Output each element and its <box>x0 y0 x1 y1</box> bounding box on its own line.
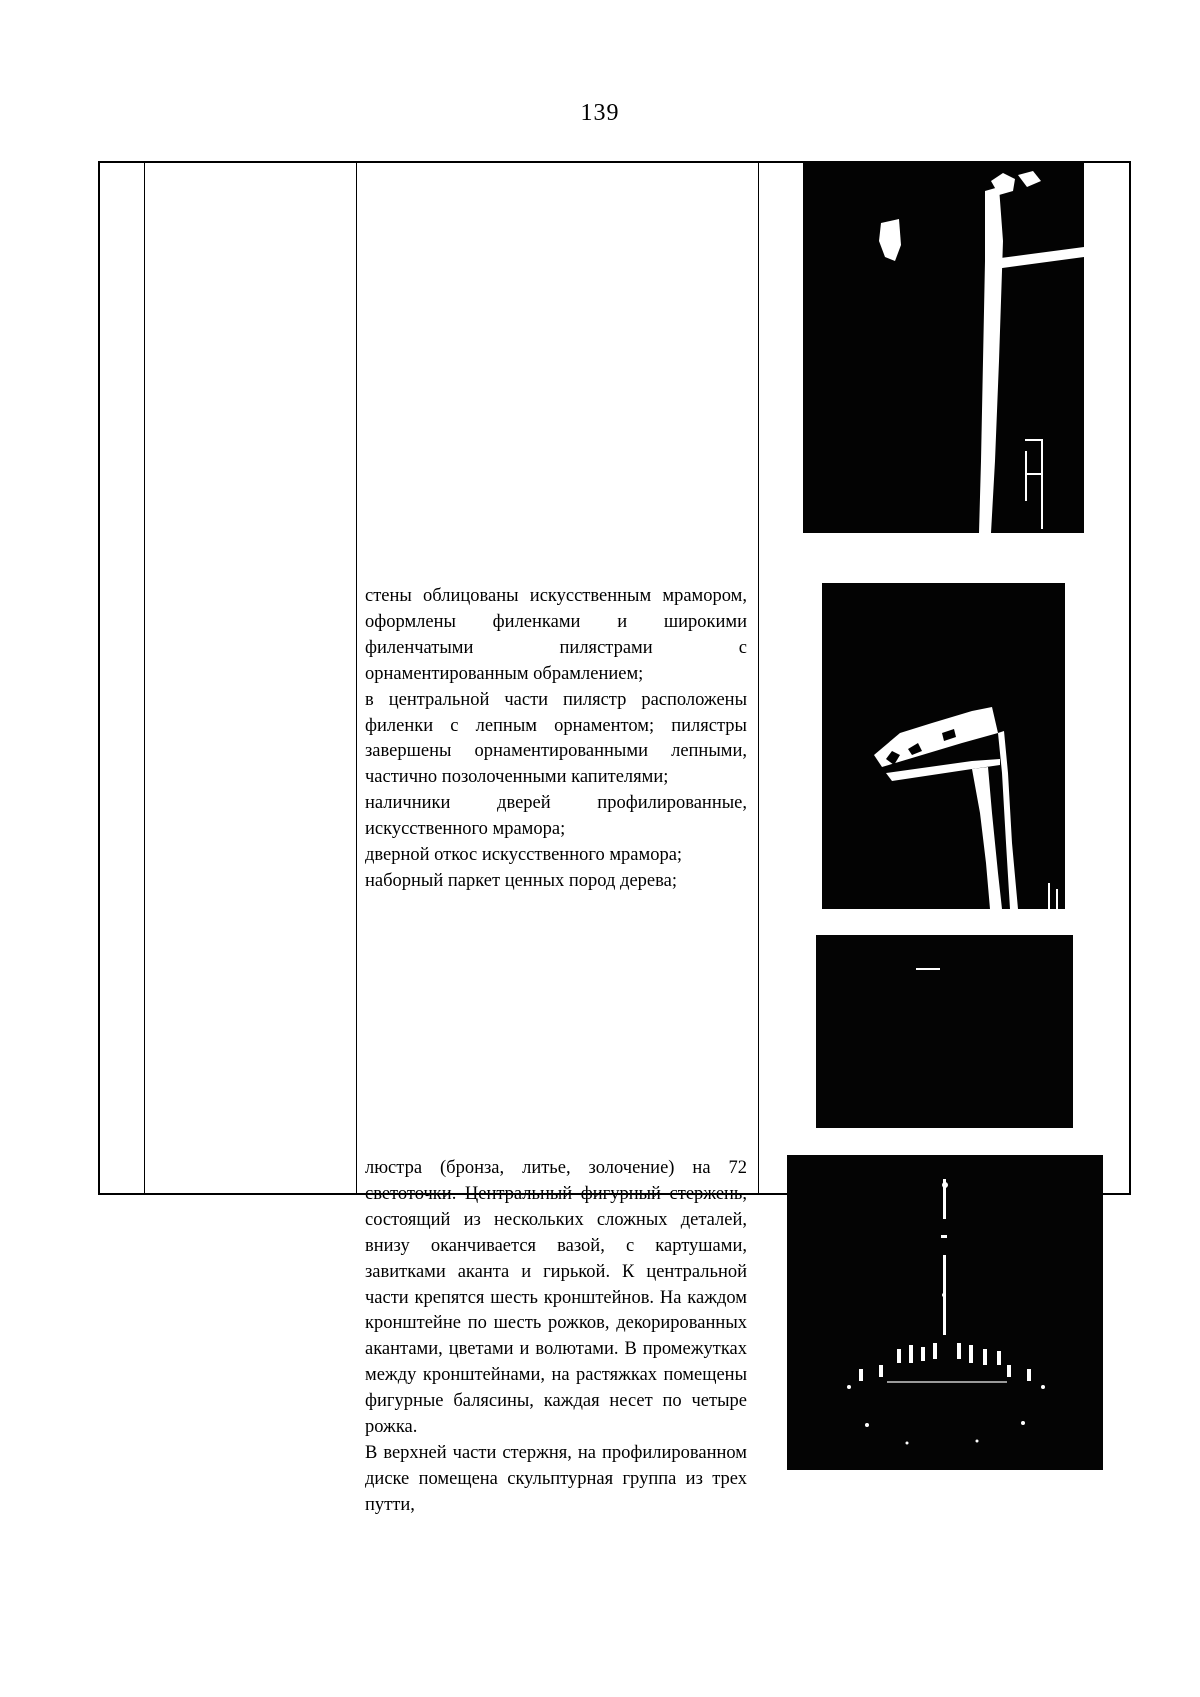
chandelier-paragraph: В верхней части стержня, на профилированном диске помещена скульптурная группа из трех путти, <box>365 1442 747 1515</box>
chandelier-paragraph: люстра (бронза, литье, золочение) на 72 светоточки. Центральный фигурный стержень, состоящий из нескольких сложных деталей, внизу оканчивается вазой, с картушами, завитками аканта и гирькой. К центральной части крепятся шесть кронштейнов. На каждом кронштейне по шесть рожков, декорированных акантами, цветами и волютами. В промежутках между кронштейнами, на растяжках помещены фигурные балясины, каждая несет по четыре рожка. <box>365 1158 747 1438</box>
page-number: 139 <box>580 100 620 126</box>
column-divider-1 <box>144 161 145 1195</box>
chandelier-description <box>365 1156 747 1519</box>
walls-paragraph: стены облицованы искусственным мрамором, оформлены филенками и широкими филенчатыми пилястрами с орнаментированным обрамлением; <box>365 586 747 684</box>
walls-paragraph: наличники дверей профилированные, искусственного мрамора; <box>365 793 747 840</box>
walls-description <box>365 584 747 895</box>
column-divider-2 <box>356 161 357 1195</box>
parquet-photo <box>816 935 1073 1128</box>
column-divider-3 <box>758 161 759 1195</box>
walls-paragraph: наборный паркет ценных пород дерева; <box>365 870 677 891</box>
walls-paragraph: в центральной части пилястр расположены филенки с лепным орнаментом; пилястры завершены орнаментированными лепными, частично позолоченными капителями; <box>365 689 747 788</box>
chandelier-photo <box>787 1155 1103 1470</box>
walls-paragraph: дверной откос искусственного мрамора; <box>365 845 683 866</box>
door-casing-photo <box>822 583 1065 909</box>
pilaster-top-photo <box>803 161 1084 533</box>
